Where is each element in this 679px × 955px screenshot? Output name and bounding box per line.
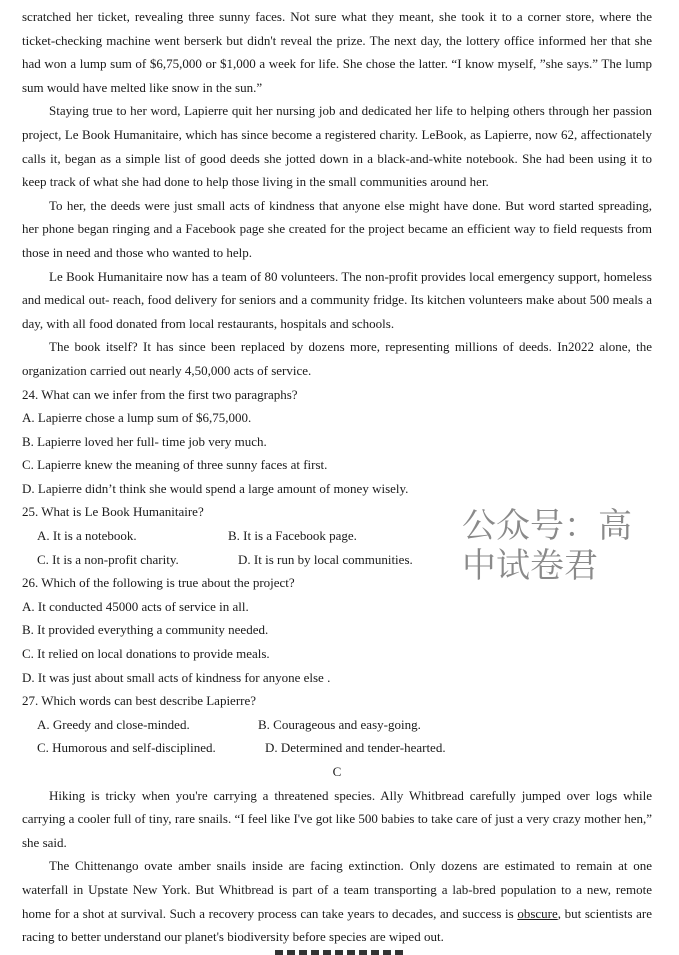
question-26-option-d: D. It was just about small acts of kindness for anyone else . (22, 669, 331, 685)
underlined-word: obscure (517, 905, 558, 921)
question-27-option-b: B. Courageous and easy-going. (258, 716, 421, 732)
question-25-option-a: A. It is a notebook. (37, 528, 137, 544)
question-24-option-d: D. Lapierre didn’t think she would spend a large amount of money wisely. (22, 480, 409, 496)
question-27-option-a: A. Greedy and close-minded. (37, 716, 190, 732)
paragraph: The book itself? It has since been replaced by dozens more, representing millions of deeds. In2022 alone, the organization carried out nearly 4,50,000 acts of service. (22, 339, 652, 378)
question-25-option-d: D. It is run by local communities. (238, 551, 413, 567)
question-24-stem: 24. What can we infer from the first two paragraphs? (22, 386, 298, 402)
question-25-option-c: C. It is a non-profit charity. (37, 551, 179, 567)
question-25-options-row-2 (22, 548, 652, 572)
question-24-option-c: C. Lapierre knew the meaning of three sunny faces at first. (22, 457, 328, 473)
question-27-stem: 27. Which words can best describe Lapierre? (22, 693, 257, 709)
question-25-option-b: B. It is a Facebook page. (228, 528, 357, 544)
question-26-stem: 26. Which of the following is true about the project? (22, 575, 295, 591)
footer-mark (275, 950, 405, 955)
question-26-option-a: A. It conducted 45000 acts of service in all. (22, 598, 249, 614)
question-26-option-b: B. It provided everything a community needed. (22, 622, 269, 638)
question-27-options-row-2 (22, 736, 652, 760)
document-page (22, 5, 652, 949)
watermark: 公众号：高中试卷君 (462, 506, 632, 586)
question-26-option-c: C. It relied on local donations to provide meals. (22, 646, 270, 662)
question-27-option-d: D. Determined and tender-hearted. (265, 740, 446, 756)
paragraph: scratched her ticket, revealing three sunny faces. Not sure what they meant, she took it to a corner store, where the ticket-checking machine went berserk but didn't reveal the prize. The next day, the lottery office informed her that she had won a lump sum of $6,75,000 or $1,000 a week for life. She chose the latter. “I know myself, ”she says.” The lump sum would have melted like snow in the sun.” (22, 9, 652, 95)
paragraph: Le Book Humanitaire now has a team of 80 volunteers. The non-profit provides local emergency support, homeless and medical out- reach, food delivery for seniors and a community fridge. Its kitchen volunteers make about 500 meals a day, with all food donated from local restaurants, hospitals and schools. (22, 268, 652, 331)
paragraph: To her, the deeds were just small acts of kindness that anyone else might have done. But word started spreading, her phone began ringing and a Facebook page she created for the project became an efficient way to field requests from those in need and those who wanted to help. (22, 197, 652, 260)
paragraph: Hiking is tricky when you're carrying a threatened species. Ally Whitbread carefully jumped over logs while carrying a cooler full of tiny, rare snails. “I feel like I've got like 500 babies to take care of just a very crazy mother hen,” she said. (22, 787, 652, 850)
paragraph: Staying true to her word, Lapierre quit her nursing job and dedicated her life to helping others through her passion project, Le Book Humanitaire, which has since become a registered charity. LeBook, as Lapierre, now 62, affectionately calls it, began as a simple list of good deeds she jotted down in a black-and-white notebook. She had been using it to keep track of what she had done to help those living in the small communities around her. (22, 103, 652, 190)
question-25-options-row-1 (22, 524, 652, 548)
question-25-stem: 25. What is Le Book Humanitaire? (22, 504, 204, 520)
question-24-option-a: A. Lapierre chose a lump sum of $6,75,000. (22, 410, 252, 426)
question-27-options-row-1 (22, 713, 652, 737)
question-24-option-b: B. Lapierre loved her full- time job very much. (22, 433, 267, 449)
text: , but scientists are racing to better understand our planet's biodiversity before species are wiped out. (22, 905, 652, 945)
section-heading: C (332, 764, 342, 779)
text: The Chittenango ovate amber snails inside are facing extinction. Only dozens are estimated to remain at one waterfall in Upstate New York. But Whitbread is part of a team transporting a lab-bred population to a new, remote home for a shot at survival. Such a recovery process can take years to decades, and success is (22, 858, 652, 921)
question-27-option-c: C. Humorous and self-disciplined. (37, 740, 216, 756)
paragraph (22, 854, 652, 948)
